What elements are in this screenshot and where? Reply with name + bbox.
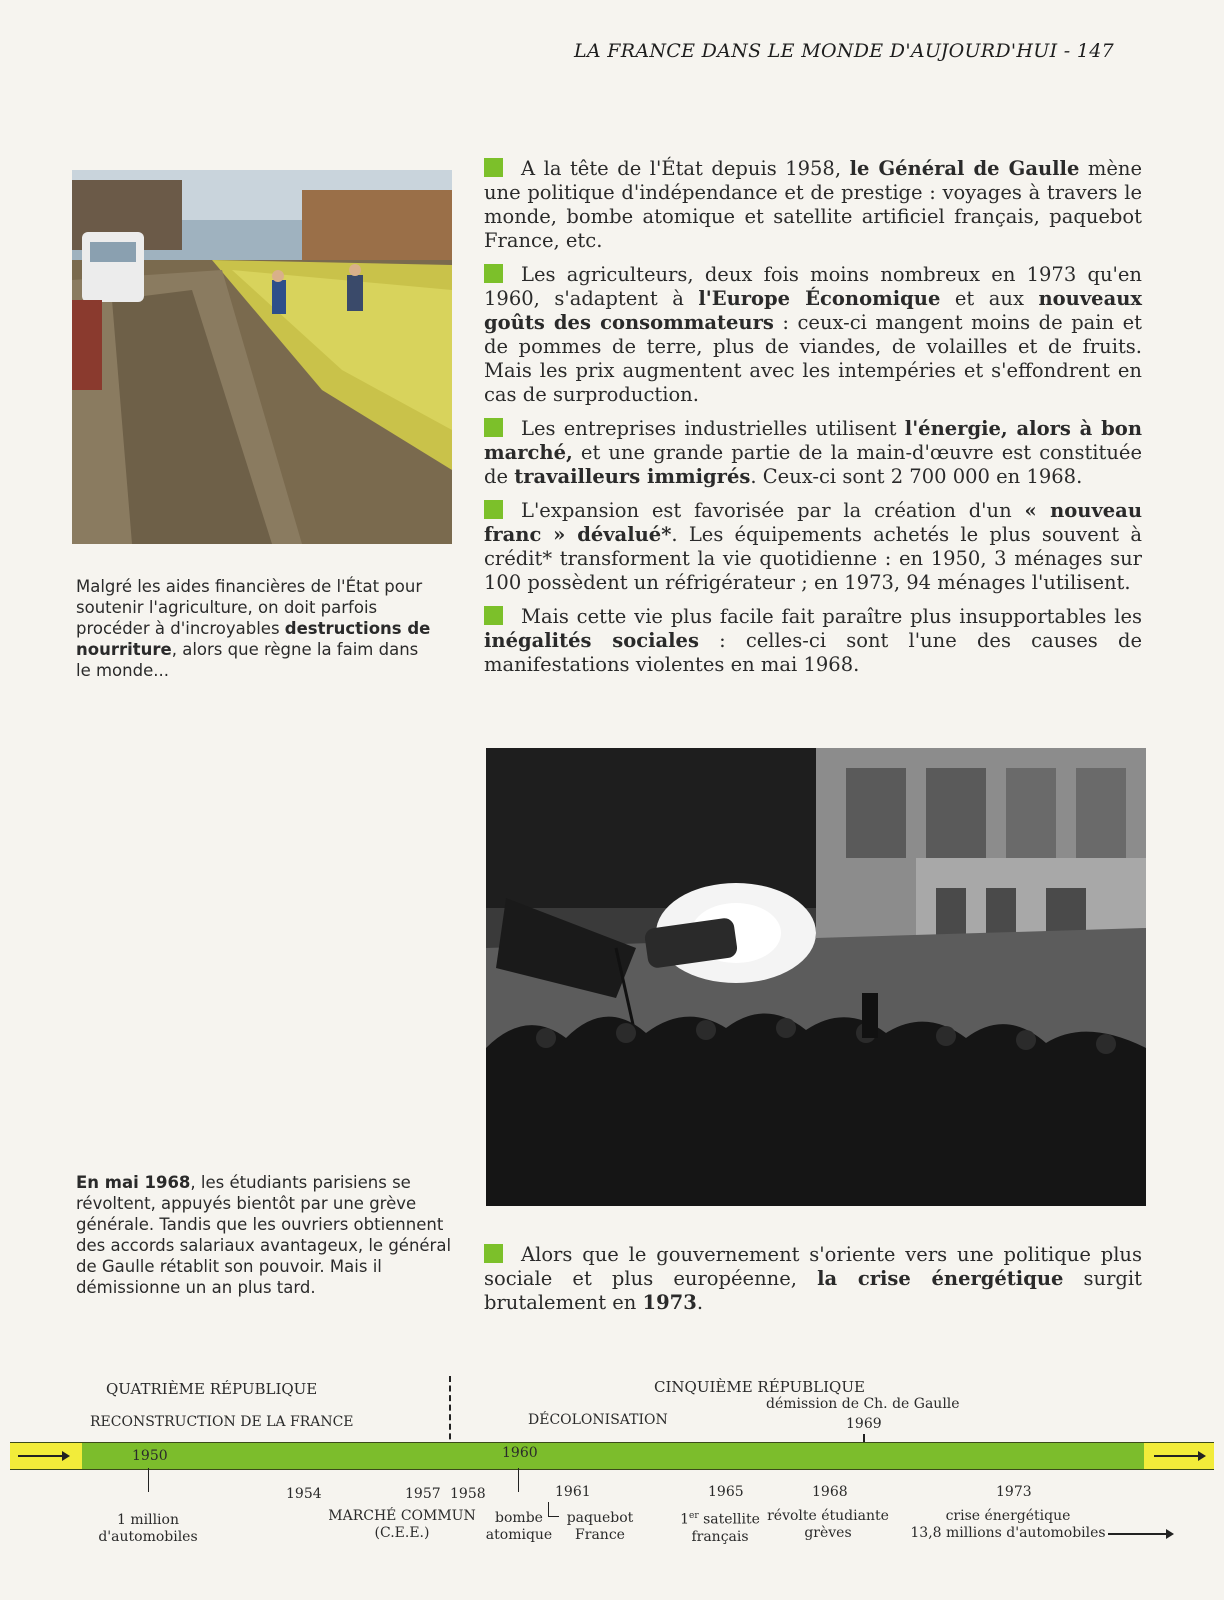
year-1965: 1965 (708, 1484, 744, 1500)
page-header: LA FRANCE DANS LE MONDE D'AUJOURD'HUI - 147 (573, 40, 1114, 62)
paragraph-6: Alors que le gouvernement s'oriente vers une politique plus sociale et plus européenne, la crise énergétique surgit brutalement en 1973. (484, 1243, 1142, 1314)
photo-apple-destruction (72, 170, 452, 544)
photo-may-1968-riot (486, 748, 1146, 1206)
sub-decolonisation: DÉCOLONISATION (528, 1412, 668, 1428)
event-revolte: révolte étudiante grèves (767, 1508, 889, 1541)
tick-1950 (148, 1468, 149, 1492)
green-bullet-icon (484, 606, 503, 625)
caption1-text-bold: destructions de nourriture (76, 619, 431, 659)
timeline-bar (10, 1442, 1214, 1470)
year-1957: 1957 (405, 1486, 441, 1502)
paragraph-5: Mais cette vie plus facile fait paraître plus insupportables les inégalités sociales : celles-ci sont l'une des causes de manifestations violentes en mai 1968. (484, 605, 1142, 676)
caption1-text-a: Malgré les aides financières de l'État pour soutenir l'agriculture, on doit parfois procéder à d'incroyables (76, 577, 423, 638)
tick-1960 (518, 1468, 519, 1492)
sub-reconstruction: RECONSTRUCTION DE LA FRANCE (90, 1414, 354, 1430)
demission-label: démission de Ch. de Gaulle (766, 1396, 960, 1412)
paragraph-4: L'expansion est favorisée par la création d'un « nouveau franc » dévalué*. Les équipements achetés le plus souvent à crédit* transforment la vie quotidienne : en 1950, 3 ménages sur 100 possèdent un réfrigérateur ; en 1973, 94 ménages l'utilisent. (484, 499, 1142, 594)
photo2-caption (76, 1172, 456, 1298)
closing-paragraph (484, 1243, 1142, 1325)
year-1968: 1968 (812, 1484, 848, 1500)
year-1950: 1950 (132, 1448, 168, 1464)
year-1973: 1973 (996, 1484, 1032, 1500)
paragraph-2: Les agriculteurs, deux fois moins nombreux en 1973 qu'en 1960, s'adaptent à l'Europe Économique et aux nouveaux goûts des consommateurs : ceux-ci mangent moins de pain et de pommes de terre, plus de viandes, de volailles et de fruits. Mais les prix augmentent avec les intempéries et s'effondrent en cas de surproduction. (484, 263, 1143, 406)
timeline (10, 1370, 1214, 1600)
apple-destruction-illustration (72, 170, 452, 544)
continuation-arrow-icon (1108, 1533, 1172, 1535)
paquebot-connector (548, 1502, 559, 1517)
start-arrow-icon (18, 1455, 68, 1457)
paragraph-1: A la tête de l'État depuis 1958, le Général de Gaulle mène une politique d'indépendance et de prestige : voyages à travers le monde, bombe atomique et satellite artificiel français, paquebot France, etc. (484, 157, 1143, 252)
year-1958: 1958 (450, 1486, 486, 1502)
main-text-column (484, 157, 1142, 687)
era-quatrieme: QUATRIÈME RÉPUBLIQUE (106, 1380, 318, 1398)
caption2-text-b: , les étudiants parisiens se révoltent, appuyés bientôt par une grève générale. Tandis que les ouvriers obtiennent des accords salariaux avantageux, le général de Gaulle rétablit son pouvoir. Mais il démissionne un an plus tard. (76, 1173, 452, 1297)
event-marche-commun: MARCHÉ COMMUN (C.E.E.) (328, 1508, 476, 1541)
year-1960: 1960 (502, 1445, 538, 1461)
event-satellite: 1er satellite français (680, 1511, 760, 1545)
year-1954: 1954 (286, 1486, 322, 1502)
green-bullet-icon (484, 264, 503, 283)
riot-illustration (486, 748, 1146, 1206)
paragraph-3: Les entreprises industrielles utilisent l'énergie, alors à bon marché, et une grande partie de la main-d'œuvre est constituée de travailleurs immigrés. Ceux-ci sont 2 700 000 en 1968. (484, 417, 1142, 488)
green-bullet-icon (484, 500, 503, 519)
green-bullet-icon (484, 158, 503, 177)
green-bullet-icon (484, 1244, 503, 1263)
event-crise: crise énergétique 13,8 millions d'automobiles (910, 1508, 1106, 1541)
caption2-text-bold: En mai 1968 (76, 1173, 191, 1192)
year-1961: 1961 (555, 1484, 591, 1500)
year-1969: 1969 (846, 1416, 882, 1432)
end-arrow-icon (1154, 1455, 1204, 1457)
event-paquebot: paquebot France (566, 1510, 634, 1543)
green-bullet-icon (484, 418, 503, 437)
photo1-caption (76, 576, 436, 681)
caption1-text-c: , alors que règne la faim dans le monde... (76, 640, 419, 680)
event-automobiles: 1 million d'automobiles (98, 1512, 198, 1545)
event-bombe-atomique: bombe atomique (485, 1510, 553, 1543)
era-cinquieme: CINQUIÈME RÉPUBLIQUE (654, 1378, 865, 1396)
